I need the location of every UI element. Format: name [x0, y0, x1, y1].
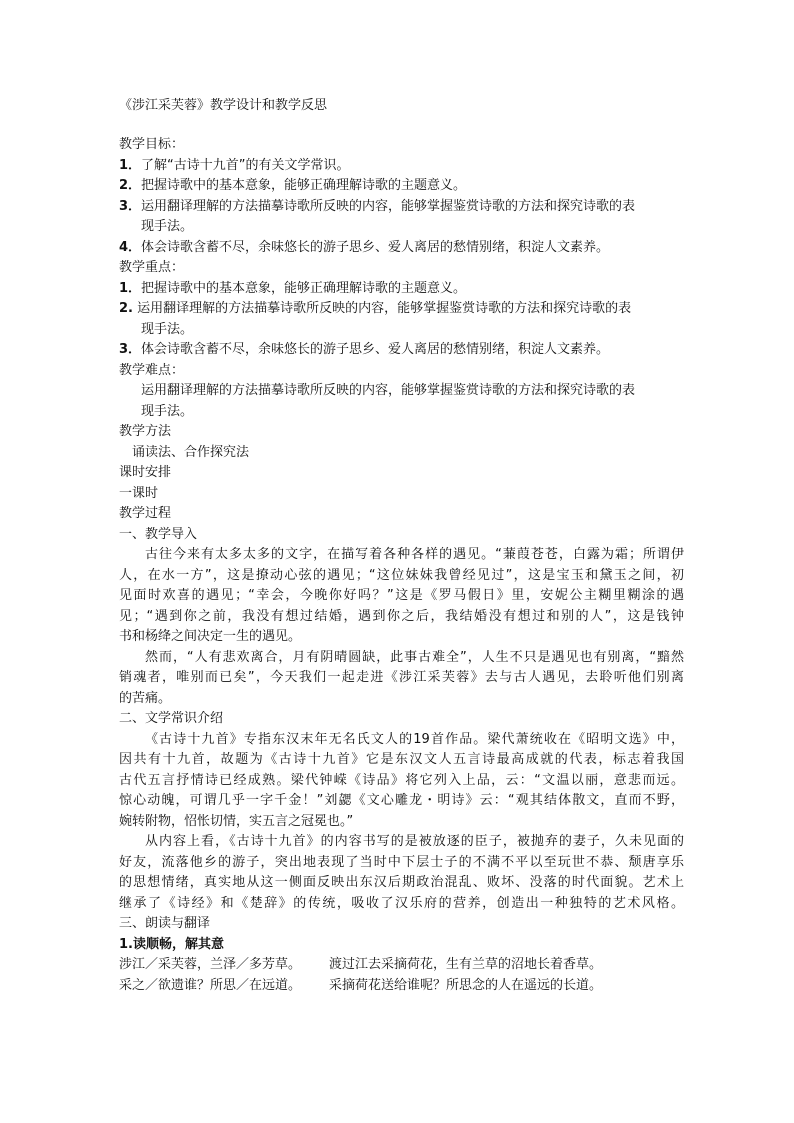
intro-paragraph-line: 人，在水一方”，这是撩动心弦的遇见；“这位妹妹我曾经见过”，这是宝玉和黛玉之间，初 [119, 567, 684, 583]
keypoint-number: 2. [119, 301, 133, 316]
goal-text: 了解“古诗十九首”的有关文学常识。 [141, 157, 350, 173]
keypoint-text: 把握诗歌中的基本意象，能够正确理解诗歌的主题意义。 [141, 280, 467, 296]
keypoints-heading: 教学重点： [119, 260, 185, 275]
goal-number: 2． [119, 178, 142, 193]
goal-text-continued: 现手法。 [141, 219, 194, 234]
knowledge-paragraph-line: 好友，流落他乡的游子，突出地表现了当时中下层士子的不满不平以至玩世不恭、颓唐享乐 [119, 854, 684, 870]
keypoint-item [119, 340, 684, 361]
goal-text: 运用翻译理解的方法描摹诗歌所反映的内容，能够掌握鉴赏诗歌的方法和探究诗歌的表 [141, 198, 636, 214]
poem-line: 涉江／采芙蓉，兰泽／多芳草。 [119, 957, 302, 972]
method-heading: 教学方法 [119, 424, 172, 439]
keypoint-number: 1． [119, 280, 142, 296]
poem-line: 采之／欲遗谁？所思／在远道。 [119, 977, 302, 993]
goals-heading: 教学目标： [119, 137, 185, 152]
goal-item [119, 197, 684, 218]
keypoint-item [119, 279, 684, 300]
translation-line: 渡过江去采摘荷花，生有兰草的沼地长着香草。 [329, 957, 603, 972]
translation-line: 采摘荷花送给谁呢？所思念的人在遥远的长道。 [329, 977, 603, 993]
reading-heading: 三、朗读与翻译 [119, 916, 211, 931]
keypoint-item [119, 299, 684, 320]
knowledge-paragraph-line: 惊心动魄，可谓几乎一字千金！”刘勰《文心雕龙・明诗》云：“观其结体散文，直而不野， [119, 793, 684, 808]
document-title: 《涉江采芙蓉》教学设计和教学反思 [119, 98, 328, 113]
intro-heading: 一、教学导入 [119, 526, 198, 542]
goal-item [119, 156, 684, 177]
knowledge-paragraph-line: 的思想情绪，真实地从这一侧面反映出东汉后期政治混乱、败坏、没落的时代面貌。艺术上 [119, 875, 684, 890]
reading-subheading: 1.读顺畅，解其意 [119, 936, 224, 952]
goal-item [119, 176, 684, 197]
keypoint-text: 体会诗歌含蓄不尽，余味悠长的游子思乡、爱人离居的愁情别绪，积淀人文素养。 [141, 342, 610, 357]
knowledge-paragraph-line: 古代五言抒情诗已经成熟。梁代钟嵘《诗品》将它列入上品，云：“文温以丽，意悲而远。 [119, 772, 684, 788]
knowledge-paragraph-line: 婉转附物，怊怅切情，实五言之冠冕也。” [119, 813, 354, 829]
keypoint-number: 3． [119, 342, 142, 357]
keypoint-text-continued: 现手法。 [141, 321, 194, 337]
goal-text: 把握诗歌中的基本意象，能够正确理解诗歌的主题意义。 [141, 178, 467, 193]
goal-number: 4． [119, 239, 142, 255]
goal-number: 3． [119, 198, 142, 214]
intro-paragraph-line: 然而，“人有悲欢离合，月有阴晴圆缺，此事古难全”，人生不只是遇见也有别离，“黯然 [145, 649, 684, 665]
difficulty-text: 运用翻译理解的方法描摹诗歌所反映的内容，能够掌握鉴赏诗歌的方法和探究诗歌的表 [141, 383, 636, 398]
difficulty-text-continued: 现手法。 [141, 403, 194, 419]
knowledge-paragraph-line: 从内容上看，《古诗十九首》的内容书写的是被放逐的臣子，被抛弃的妻子，久未见面的 [145, 834, 684, 849]
method-text: 诵读法、合作探究法 [132, 444, 250, 460]
knowledge-paragraph-line: 继承了《诗经》和《楚辞》的传统，吸收了汉乐府的营养，创造出一种独特的艺术风格。 [119, 895, 684, 911]
poem-translation-row [119, 955, 684, 976]
intro-paragraph-line: 销魂者，唯别而已矣”，今天我们一起走进《涉江采芙蓉》去与古人遇见，去聆听他们别离 [119, 670, 684, 685]
knowledge-heading: 二、文学常识介绍 [119, 711, 224, 726]
goal-number: 1． [119, 157, 142, 173]
schedule-heading: 课时安排 [119, 465, 172, 480]
difficulty-heading: 教学难点： [119, 362, 185, 378]
process-heading: 教学过程 [119, 506, 172, 521]
intro-paragraph-line: 书和杨绛之间决定一生的遇见。 [119, 629, 302, 644]
intro-paragraph-line: 见面时欢喜的遇见；“幸会，今晚你好吗？”这是《罗马假日》里，安妮公主糊里糊涂的遇 [119, 588, 684, 603]
knowledge-paragraph-line: 《古诗十九首》专指东汉末年无名氏文人的19首作品。梁代萧统收在《昭明文选》中， [145, 731, 684, 747]
intro-paragraph-line: 见；“遇到你之前，我没有想过结婚，遇到你之后，我结婚没有想过和别的人”，这是钱钟 [119, 608, 684, 624]
goal-text: 体会诗歌含蓄不尽，余味悠长的游子思乡、爱人离居的愁情别绪，积淀人文素养。 [141, 239, 610, 255]
poem-translation-row [119, 976, 684, 997]
goal-item [119, 238, 684, 259]
knowledge-paragraph-line: 因共有十九首，故题为《古诗十九首》它是东汉文人五言诗最高成就的代表，标志着我国 [119, 752, 684, 767]
document-body [119, 96, 684, 996]
intro-paragraph-line: 古往今来有太多太多的文字，在描写着各种各样的遇见。“蒹葭苍苍，白露为霜；所谓伊 [145, 547, 684, 562]
intro-paragraph-line: 的苦痛。 [119, 690, 172, 706]
schedule-text: 一课时 [119, 485, 159, 501]
keypoint-text: 运用翻译理解的方法描摹诗歌所反映的内容，能够掌握鉴赏诗歌的方法和探究诗歌的表 [137, 301, 632, 316]
